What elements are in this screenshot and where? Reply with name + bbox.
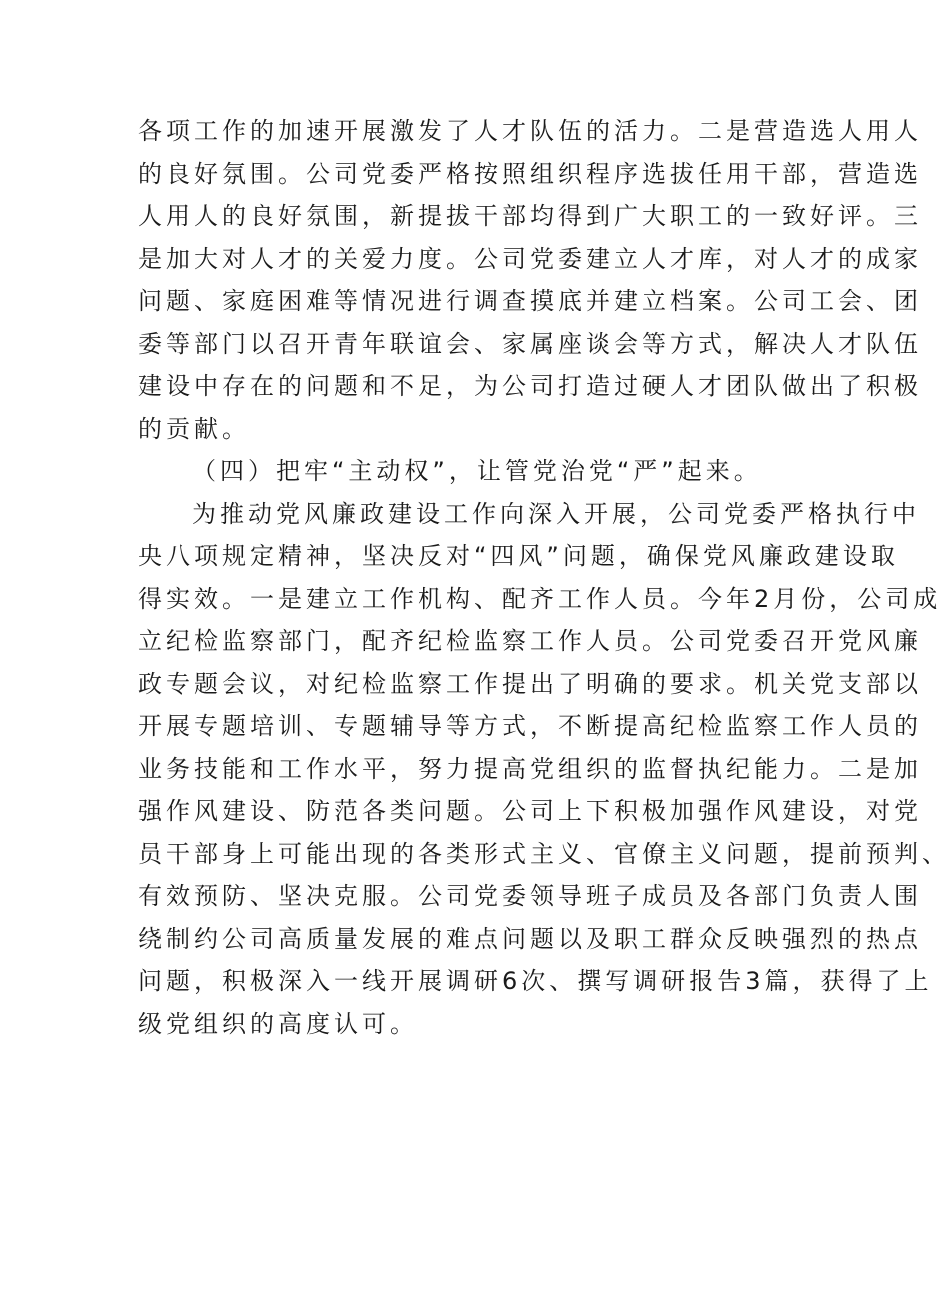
text-line: 得实效。一是建立工作机构、配齐工作人员。今年2月份，公司成 <box>138 584 942 613</box>
text-line: 建设中存在的问题和不足，为公司打造过硬人才团队做出了积极 <box>138 372 922 400</box>
text-line: 的良好氛围。公司党委严格按照组织程序选拔任用干部，营造选 <box>138 159 922 188</box>
text-line: 强作风建设、防范各类问题。公司上下积极加强作风建设，对党 <box>138 797 922 825</box>
text-line: 的贡献。 <box>138 414 250 443</box>
paragraph-talent <box>138 110 922 450</box>
text-line: 委等部门以召开青年联谊会、家属座谈会等方式，解决人才队伍 <box>138 329 922 358</box>
text-line: 业务技能和工作水平，努力提高党组织的监督执纪能力。二是加 <box>138 754 922 783</box>
text-line: 立纪检监察部门，配齐纪检监察工作人员。公司党委召开党风廉 <box>138 627 922 655</box>
text-line: 员干部身上可能出现的各类形式主义、官僚主义问题，提前预判、 <box>138 839 950 868</box>
text-line: 政专题会议，对纪检监察工作提出了明确的要求。机关党支部以 <box>138 669 922 698</box>
document-body <box>138 110 950 1045</box>
text-line: 为推动党风廉政建设工作向深入开展，公司党委严格执行中 <box>192 499 920 528</box>
text-line: 级党组织的高度认可。 <box>138 1009 418 1038</box>
paragraph-integrity <box>138 493 950 1046</box>
text-line: 各项工作的加速开展激发了人才队伍的活力。二是营造选人用人 <box>138 117 922 145</box>
text-line: 人用人的良好氛围，新提拔干部均得到广大职工的一致好评。三 <box>138 202 922 230</box>
text-line: 是加大对人才的关爱力度。公司党委建立人才库，对人才的成家 <box>138 244 922 273</box>
section-heading: （四）把牢“主动权”，让管党治党“严”起来。 <box>192 457 762 485</box>
text-line: 问题，积极深入一线开展调研6次、撰写调研报告3篇，获得了上 <box>138 967 933 995</box>
text-line: 央八项规定精神，坚决反对“四风”问题，确保党风廉政建设取 <box>138 542 899 570</box>
text-line: 有效预防、坚决克服。公司党委领导班子成员及各部门负责人围 <box>138 882 922 910</box>
text-line: 问题、家庭困难等情况进行调查摸底并建立档案。公司工会、团 <box>138 287 922 315</box>
text-line: 绕制约公司高质量发展的难点问题以及职工群众反映强烈的热点 <box>138 924 922 953</box>
text-line: 开展专题培训、专题辅导等方式，不断提高纪检监察工作人员的 <box>138 712 922 740</box>
